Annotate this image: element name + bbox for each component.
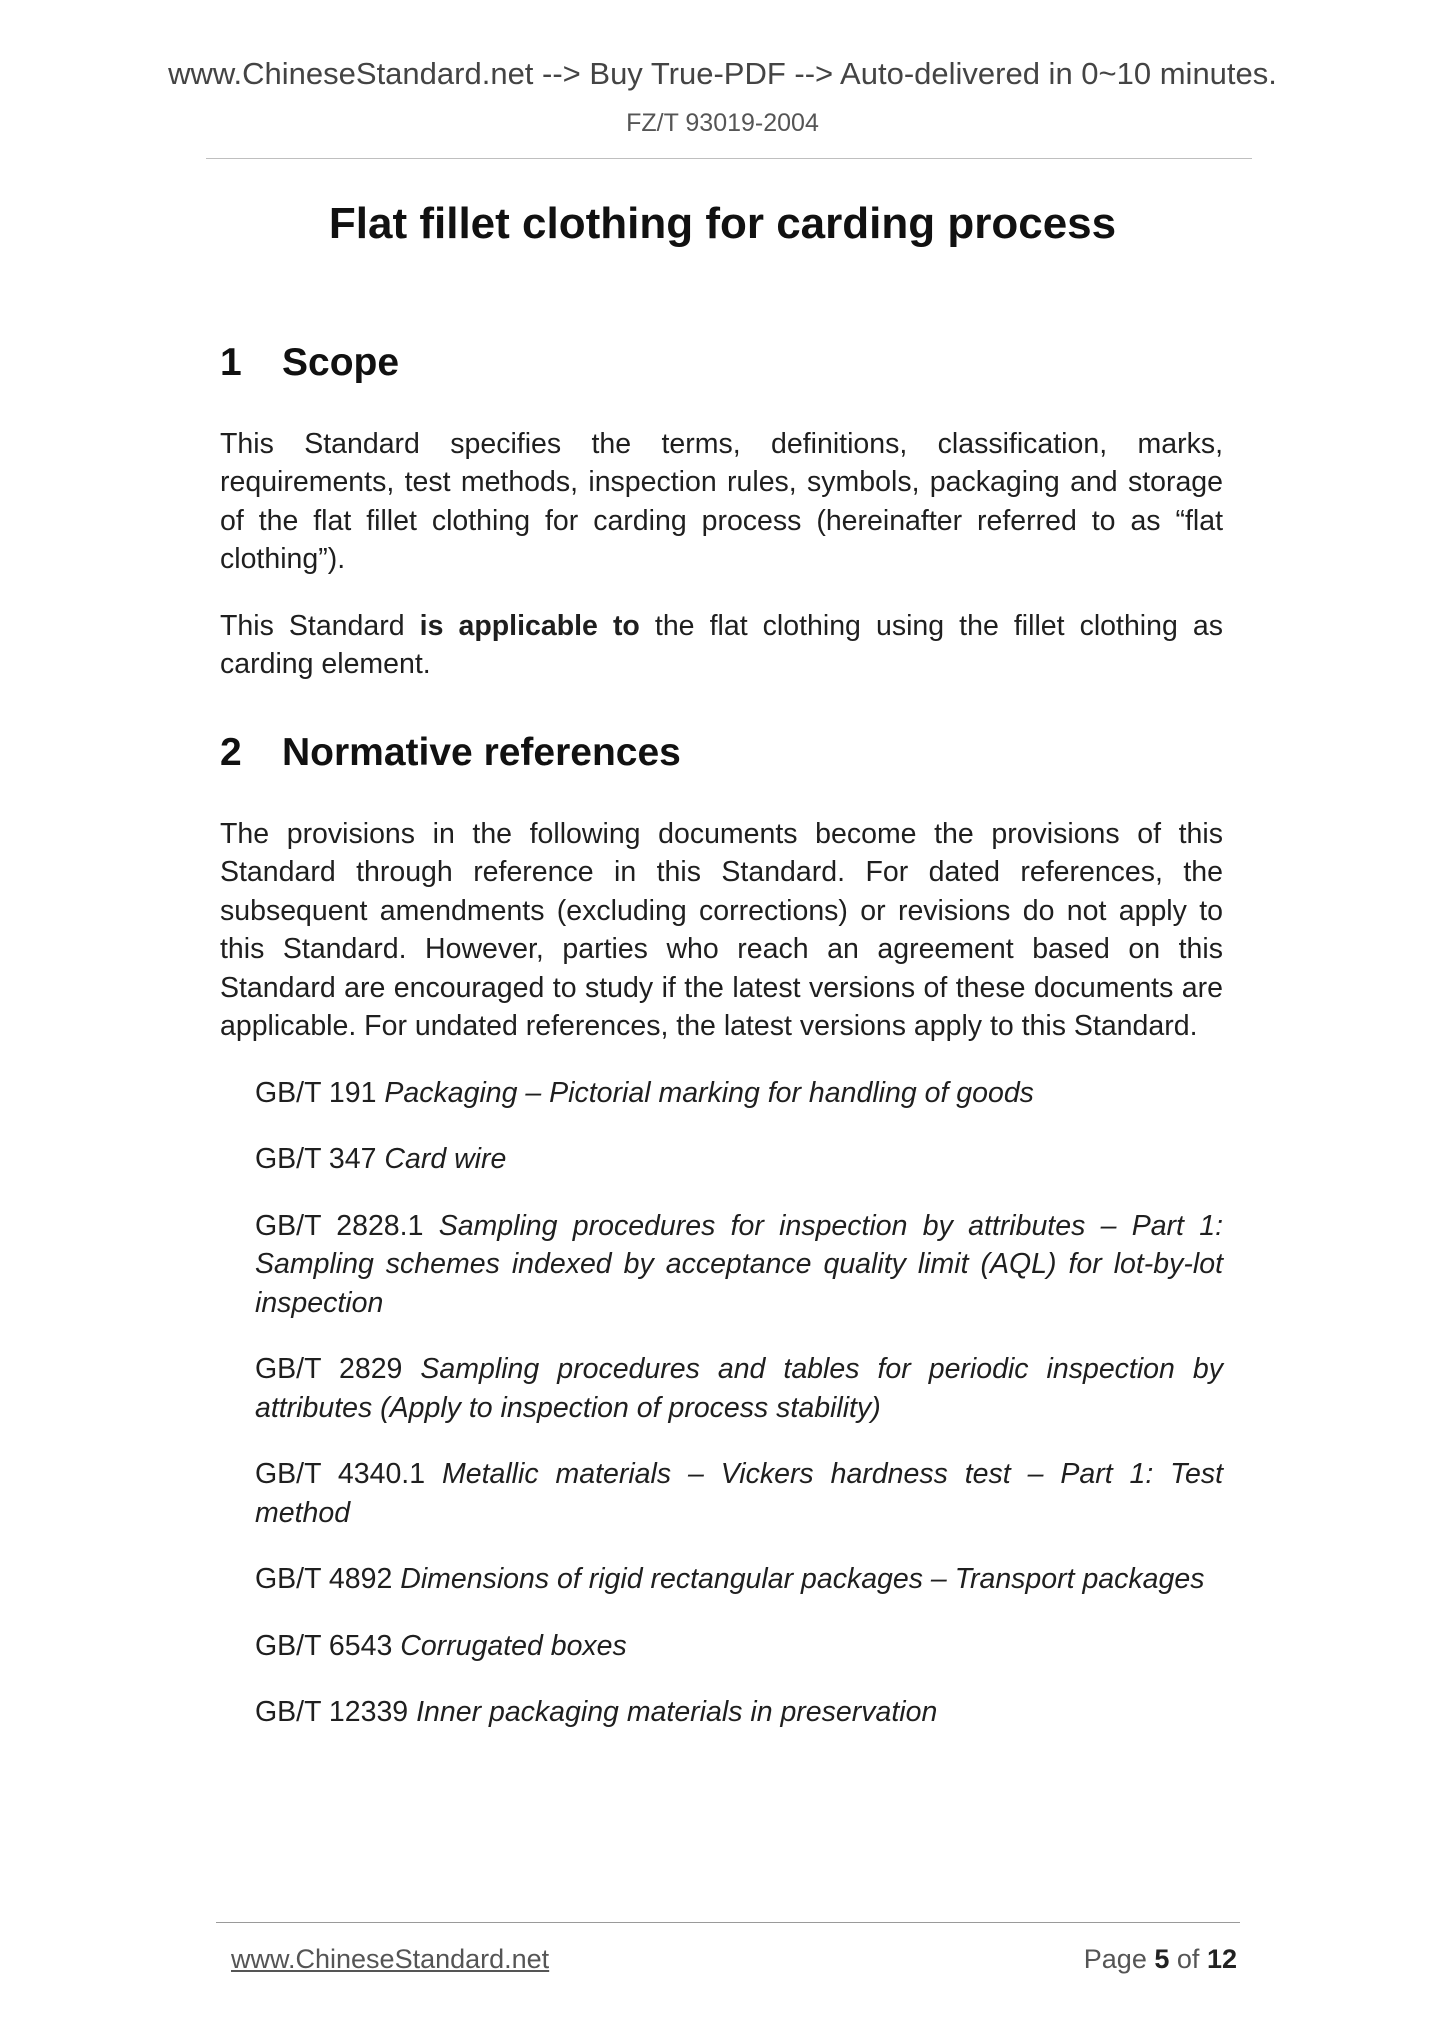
current-page: 5: [1154, 1944, 1170, 1974]
document-title: Flat fillet clothing for carding process: [328, 199, 1117, 248]
section-number: 1: [220, 341, 242, 384]
section-heading: [220, 340, 1223, 387]
references-intro-paragraph: The provisions in the following documents become the provisions of this Standard through reference in this Standard. For dated references, the subsequent amendments (excluding corrections) or revisions do not apply to this Standard. However, parties who reach an agreement based on this Standard are encouraged to study if the latest versions of these documents are applicable. For undated references, the latest versions apply to this Standard.: [220, 817, 1223, 1043]
header-banner: www.ChineseStandard.net --> Buy True-PDF --> Auto-delivered in 0~10 minutes.: [168, 56, 1277, 91]
reference-code: GB/T 6543: [255, 1629, 393, 1662]
footer-divider: [216, 1922, 1240, 1923]
scope-paragraph: This Standard specifies the terms, definitions, classification, marks, requirements, test methods, inspection rules, symbols, packaging and storage of the flat fillet clothing for carding process (hereinafter referred to as “flat clothing”).: [220, 427, 1223, 576]
reference-item: [255, 1693, 1223, 1732]
reference-title: Sampling procedures for inspection by attributes – Part 1: Sampling schemes indexed by acceptance quality limit (AQL) for lot-by-lot inspection: [255, 1209, 1223, 1319]
reference-code: GB/T 12339: [255, 1696, 409, 1729]
reference-title: Packaging – Pictorial marking for handling of goods: [384, 1076, 1034, 1109]
reference-title: Sampling procedures and tables for periodic inspection by attributes (Apply to inspection of process stability): [255, 1353, 1223, 1424]
applicability-emphasis: is applicable to: [419, 609, 640, 642]
reference-code: GB/T 347: [255, 1143, 377, 1176]
reference-item: [255, 1455, 1223, 1532]
applicability-text-after: the flat clothing using the fillet clothing as carding element.: [220, 609, 1224, 681]
reference-item: [255, 1207, 1223, 1323]
section-title: Scope: [282, 341, 400, 384]
reference-title: Corrugated boxes: [400, 1629, 627, 1662]
reference-title: Metallic materials – Vickers hardness test – Part 1: Test method: [255, 1458, 1223, 1529]
footer-site-link[interactable]: www.ChineseStandard.net: [231, 1944, 550, 1974]
reference-code: GB/T 2828.1: [255, 1209, 424, 1242]
reference-code: GB/T 4892: [255, 1563, 393, 1596]
reference-code: GB/T 2829: [255, 1353, 403, 1386]
page-prefix: Page: [1083, 1944, 1147, 1974]
applicability-paragraph: [220, 607, 1223, 684]
section-number: 2: [220, 730, 242, 774]
reference-item: [255, 1074, 1223, 1113]
reference-item: [255, 1140, 1223, 1179]
reference-code: GB/T 4340.1: [255, 1458, 426, 1491]
reference-code: GB/T 191: [255, 1076, 377, 1109]
reference-item: [255, 1560, 1223, 1599]
section-title: Normative references: [282, 730, 681, 774]
header-divider: [206, 158, 1252, 159]
reference-item: [255, 1627, 1223, 1666]
reference-item: [255, 1350, 1223, 1427]
reference-title: Dimensions of rigid rectangular packages – Transport packages: [400, 1563, 1205, 1596]
reference-list: [255, 1074, 1223, 1732]
applicability-text-before: This Standard: [220, 609, 420, 642]
page-number: [1084, 1944, 1237, 1975]
page-separator: of: [1176, 1944, 1200, 1974]
page-header: [0, 58, 1445, 136]
reference-title: Card wire: [384, 1143, 507, 1176]
document-body: [220, 340, 1223, 1760]
total-pages: 12: [1206, 1944, 1237, 1974]
section-normative-references: [220, 730, 1223, 1732]
reference-title: Inner packaging materials in preservation: [416, 1696, 938, 1729]
section-scope: [220, 340, 1223, 684]
section-heading: [220, 730, 1223, 777]
standard-code: FZ/T 93019-2004: [626, 109, 819, 137]
